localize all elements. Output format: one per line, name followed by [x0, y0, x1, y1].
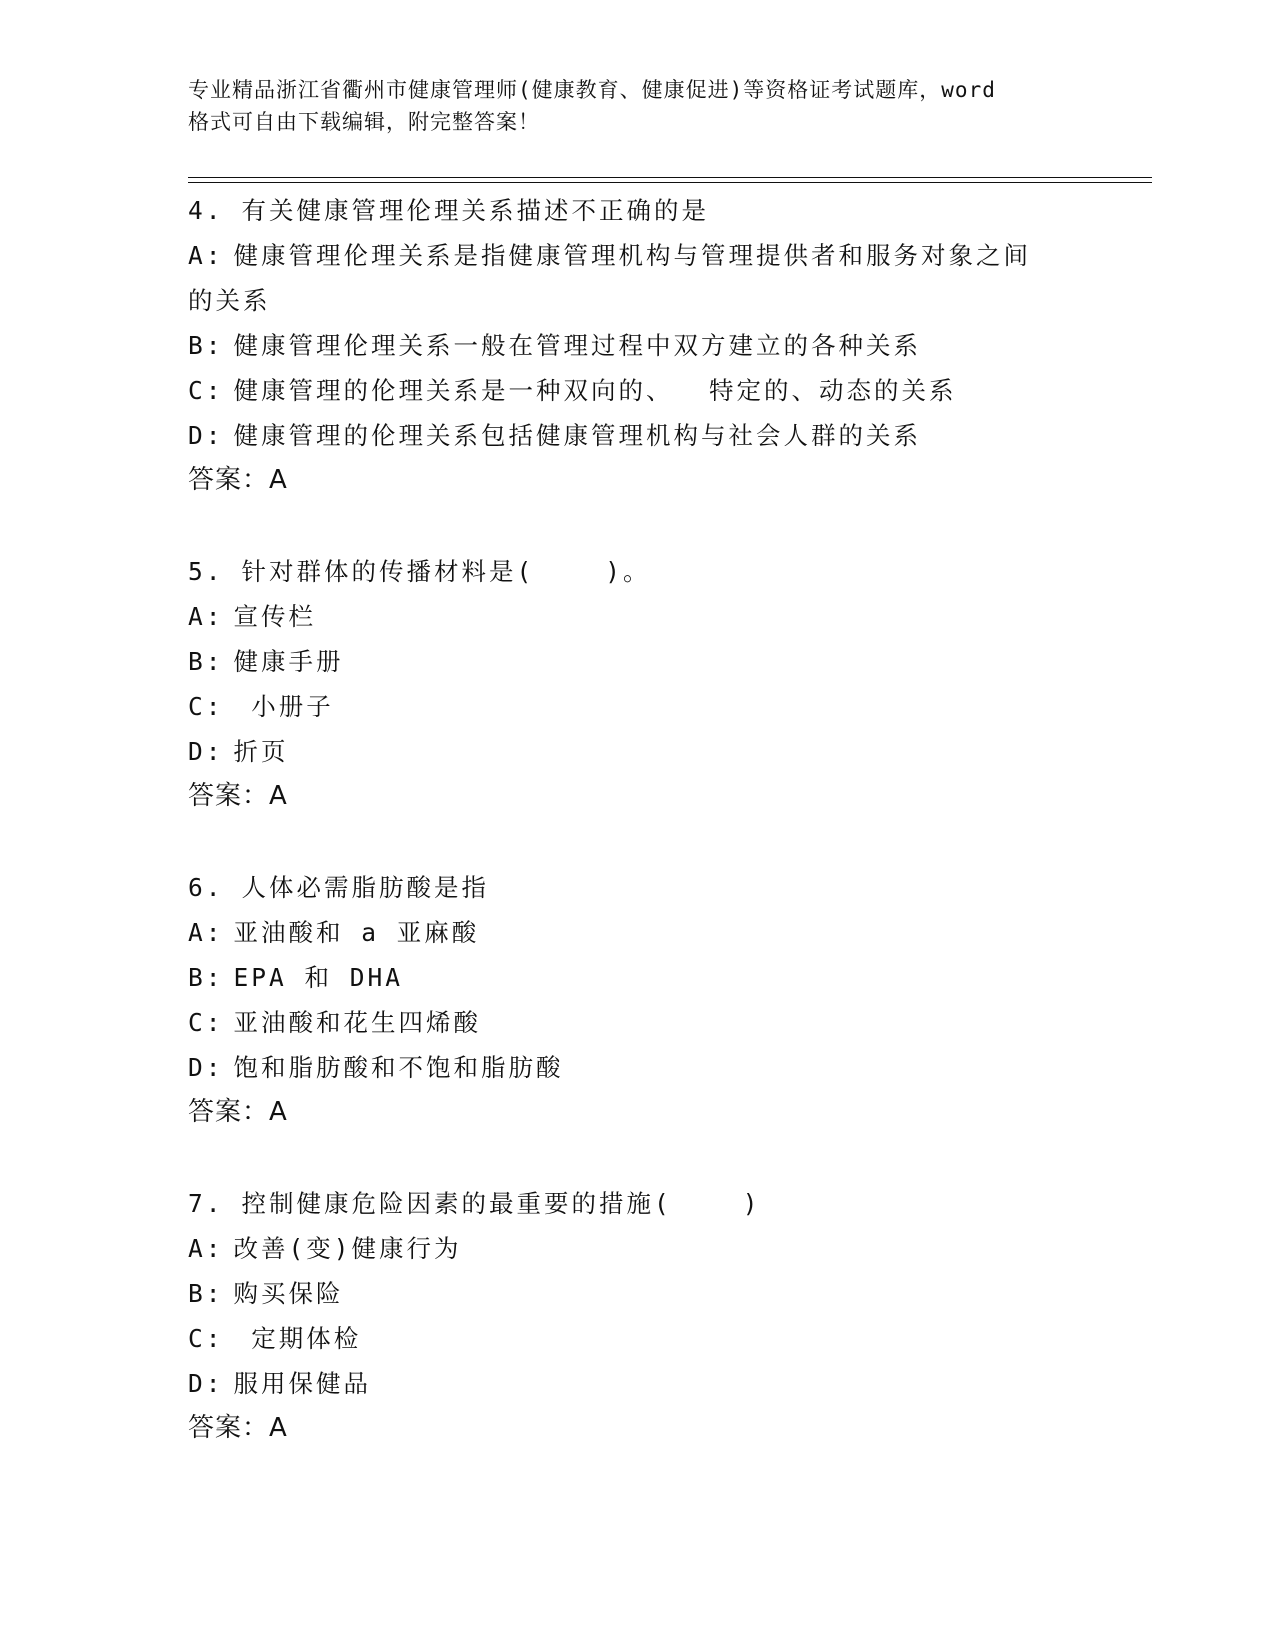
- option-text: 饱和脂肪酸和不饱和脂肪酸: [233, 1053, 564, 1082]
- option-a: [188, 594, 1088, 639]
- header-line-2: 格式可自由下载编辑，附完整答案！: [188, 110, 540, 134]
- answer-line: 答案：A: [188, 465, 288, 495]
- answer-line: 答案：A: [188, 1413, 288, 1443]
- question-stem: [188, 549, 1088, 594]
- option-text: 服用保健品: [233, 1369, 372, 1398]
- option-key: B:: [188, 331, 224, 360]
- option-text: 定期体检: [233, 1324, 362, 1353]
- document-header: [188, 74, 1088, 138]
- option-text: 改善(变)健康行为: [233, 1234, 462, 1263]
- question-number: 5.: [188, 557, 224, 586]
- answer-line: 答案：A: [188, 781, 288, 811]
- option-key: C:: [188, 692, 224, 721]
- option-text: 健康管理伦理关系一般在管理过程中双方建立的各种关系: [233, 331, 922, 360]
- question-number: 6.: [188, 873, 224, 902]
- question-6: [188, 865, 1088, 1135]
- question-5: [188, 549, 1088, 819]
- option-text: 健康手册: [233, 647, 344, 676]
- question-text: 人体必需脂肪酸是指: [241, 873, 490, 902]
- option-c: [188, 1000, 1088, 1045]
- question-text: 针对群体的传播材料是( )。: [241, 557, 651, 586]
- option-key: A:: [188, 1234, 224, 1263]
- option-d: [188, 729, 1088, 774]
- question-4: [188, 188, 1088, 503]
- question-number: 4.: [188, 196, 224, 225]
- option-key: B:: [188, 963, 224, 992]
- option-c: [188, 1316, 1088, 1361]
- option-text: 健康管理的伦理关系是一种双向的、 特定的、动态的关系: [233, 376, 957, 405]
- question-stem: [188, 188, 1088, 233]
- question-list: [188, 188, 1088, 1497]
- option-text: 健康管理的伦理关系包括健康管理机构与社会人群的关系: [233, 421, 922, 450]
- option-b: [188, 639, 1088, 684]
- option-key: C:: [188, 1324, 224, 1353]
- option-key: D:: [188, 737, 224, 766]
- header-line-1: 专业精品浙江省衢州市健康管理师(健康教育、健康促进)等资格证考试题库，word: [188, 78, 996, 102]
- option-d: [188, 1045, 1088, 1090]
- option-b: [188, 323, 1088, 368]
- option-key: A:: [188, 241, 224, 270]
- option-key: C:: [188, 376, 224, 405]
- option-key: D:: [188, 421, 224, 450]
- answer-line: 答案：A: [188, 1097, 288, 1127]
- option-text: 亚油酸和 a 亚麻酸: [233, 918, 480, 947]
- option-text: 宣传栏: [233, 602, 317, 631]
- option-key: D:: [188, 1053, 224, 1082]
- option-key: A:: [188, 602, 224, 631]
- option-c: [188, 368, 1088, 413]
- question-text: 有关健康管理伦理关系描述不正确的是: [241, 196, 710, 225]
- option-b: [188, 955, 1088, 1000]
- option-d: [188, 1361, 1088, 1406]
- option-key: B:: [188, 1279, 224, 1308]
- option-text: 小册子: [233, 692, 334, 721]
- option-b: [188, 1271, 1088, 1316]
- option-key: D:: [188, 1369, 224, 1398]
- option-a: [188, 1226, 1088, 1271]
- header-divider-top: [188, 177, 1152, 178]
- question-stem: [188, 865, 1088, 910]
- option-a: [188, 233, 1088, 278]
- question-text: 控制健康危险因素的最重要的措施( ): [241, 1189, 761, 1218]
- option-text: 的关系: [188, 286, 271, 315]
- question-number: 7.: [188, 1189, 224, 1218]
- option-a: [188, 910, 1088, 955]
- option-text: 健康管理伦理关系是指健康管理机构与管理提供者和服务对象之间: [233, 241, 1032, 270]
- option-text: 购买保险: [233, 1279, 344, 1308]
- option-key: A:: [188, 918, 224, 947]
- option-c: [188, 684, 1088, 729]
- question-stem: [188, 1181, 1088, 1226]
- option-text: 亚油酸和花生四烯酸: [233, 1008, 482, 1037]
- option-text: EPA 和 DHA: [233, 963, 404, 992]
- option-key: B:: [188, 647, 224, 676]
- option-a-continued: [188, 278, 1088, 323]
- option-text: 折页: [233, 737, 289, 766]
- header-divider-bottom: [188, 182, 1152, 183]
- option-key: C:: [188, 1008, 224, 1037]
- option-d: [188, 413, 1088, 458]
- question-7: [188, 1181, 1088, 1451]
